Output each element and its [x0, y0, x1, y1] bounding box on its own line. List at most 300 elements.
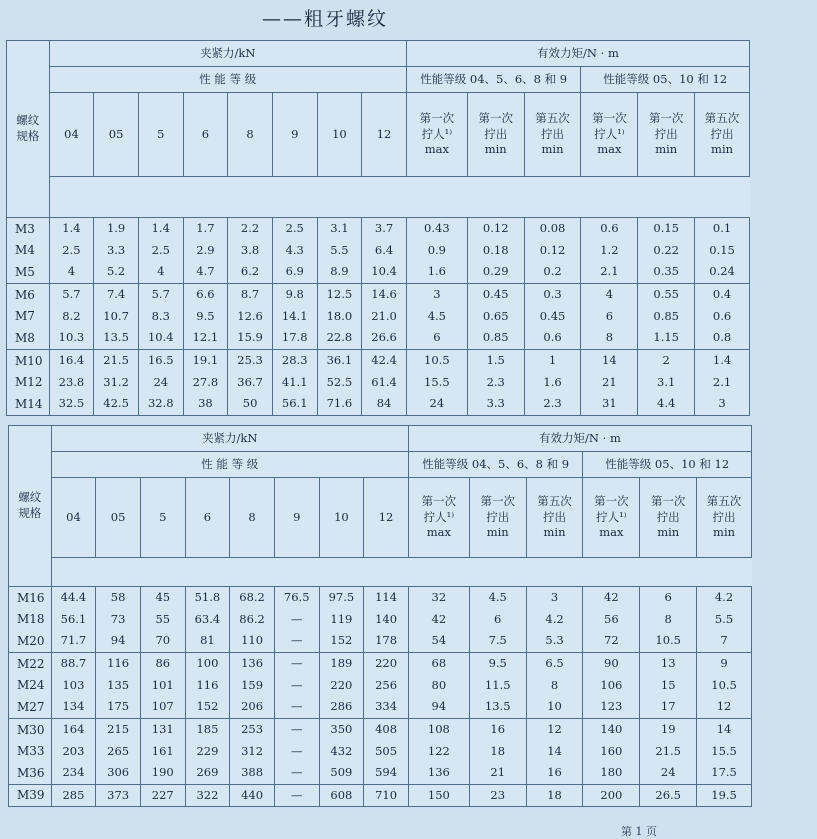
value-cell: 122: [408, 741, 469, 763]
value-cell: 0.8: [695, 328, 750, 350]
value-cell: 19.1: [183, 350, 228, 372]
value-cell: 18.0: [317, 306, 362, 328]
value-cell: 8: [526, 675, 583, 697]
value-cell: 8.7: [228, 284, 273, 306]
value-cell: 408: [364, 719, 409, 741]
value-cell: 0.12: [467, 218, 524, 240]
value-cell: 1.15: [638, 328, 695, 350]
value-cell: 71.6: [317, 394, 362, 416]
value-cell: 0.22: [638, 240, 695, 262]
table-row: [9, 697, 752, 719]
value-cell: 32.5: [49, 394, 94, 416]
grade-header: 10: [317, 93, 362, 177]
clamp-grade-header: 性 能 等 级: [51, 452, 408, 478]
header-gap: [51, 558, 751, 587]
value-cell: 9.8: [272, 284, 317, 306]
value-cell: 2.5: [138, 240, 183, 262]
value-cell: 1.5: [467, 350, 524, 372]
torque-col-header-line: min: [543, 525, 566, 540]
value-cell: 26.5: [640, 785, 697, 807]
value-cell: 206: [230, 697, 275, 719]
value-cell: 13.5: [94, 328, 139, 350]
thread-size-cell: M22: [9, 653, 52, 675]
value-cell: 5.3: [526, 631, 583, 653]
value-cell: 350: [319, 719, 364, 741]
value-cell: 0.3: [524, 284, 581, 306]
value-cell: 203: [51, 741, 96, 763]
torque-group-b-header: 性能等级 05、10 和 12: [583, 452, 752, 478]
torque-col-header-line: 第一次: [421, 494, 457, 509]
value-cell: 16.5: [138, 350, 183, 372]
torque-col-header-line: min: [657, 525, 680, 540]
value-cell: 134: [51, 697, 96, 719]
value-cell: 9.5: [183, 306, 228, 328]
value-cell: 12: [697, 697, 752, 719]
value-cell: —: [274, 785, 319, 807]
value-cell: 136: [230, 653, 275, 675]
value-cell: 21.5: [94, 350, 139, 372]
value-cell: 27.8: [183, 372, 228, 394]
value-cell: 0.85: [467, 328, 524, 350]
value-cell: 3.1: [317, 218, 362, 240]
value-cell: 140: [364, 609, 409, 631]
value-cell: 4.5: [469, 587, 526, 609]
value-cell: 285: [51, 785, 96, 807]
value-cell: 54: [408, 631, 469, 653]
torque-group-a-header: 性能等级 04、5、6、8 和 9: [406, 67, 581, 93]
value-cell: 51.8: [185, 587, 230, 609]
thread-size-cell: M30: [9, 719, 52, 741]
value-cell: —: [274, 741, 319, 763]
value-cell: 2.1: [581, 262, 638, 284]
torque-col-header-line: 第五次: [537, 494, 572, 509]
table-row: [9, 587, 752, 609]
thread-size-cell: M7: [7, 306, 50, 328]
torque-col-header-line: min: [711, 142, 734, 157]
torque-col-header-line: 第一次: [648, 111, 684, 126]
table-row: [9, 785, 752, 807]
value-cell: 61.4: [362, 372, 407, 394]
torque-col-header: [526, 478, 583, 558]
value-cell: 10.4: [138, 328, 183, 350]
torque-col-header-line: max: [597, 142, 622, 157]
table-row: [7, 328, 750, 350]
thread-size-header-line: 螺纹: [16, 113, 40, 128]
torque-col-header-line: max: [424, 142, 449, 157]
value-cell: 7.4: [94, 284, 139, 306]
thread-size-header-line: 规格: [18, 506, 42, 520]
table-row: [7, 372, 750, 394]
value-cell: 10: [526, 697, 583, 719]
value-cell: 32.8: [138, 394, 183, 416]
value-cell: 509: [319, 763, 364, 785]
value-cell: 12.1: [183, 328, 228, 350]
value-cell: 21.5: [640, 741, 697, 763]
value-cell: 8: [640, 609, 697, 631]
value-cell: 2.2: [228, 218, 273, 240]
value-cell: 150: [408, 785, 469, 807]
prevailing-torque-header: 有效力矩/N · m: [406, 41, 749, 67]
value-cell: 152: [185, 697, 230, 719]
value-cell: 19.5: [697, 785, 752, 807]
page-title: ——粗牙螺纹: [262, 8, 389, 30]
grade-header: 6: [185, 478, 230, 558]
value-cell: —: [274, 609, 319, 631]
value-cell: 14: [697, 719, 752, 741]
table-row: [7, 284, 750, 306]
value-cell: 4.5: [406, 306, 467, 328]
value-cell: 25.3: [228, 350, 273, 372]
torque-col-header-line: 拧出: [484, 126, 508, 141]
value-cell: 0.1: [695, 218, 750, 240]
value-cell: 16: [526, 763, 583, 785]
grade-header: 6: [183, 93, 228, 177]
value-cell: 0.2: [524, 262, 581, 284]
value-cell: 175: [96, 697, 141, 719]
value-cell: 4.4: [638, 394, 695, 416]
value-cell: 0.55: [638, 284, 695, 306]
value-cell: 2.3: [524, 394, 581, 416]
value-cell: 68.2: [230, 587, 275, 609]
value-cell: 86: [140, 653, 185, 675]
value-cell: 6.2: [228, 262, 273, 284]
thread-size-cell: M27: [9, 697, 52, 719]
value-cell: 84: [362, 394, 407, 416]
value-cell: —: [274, 653, 319, 675]
value-cell: 56: [583, 609, 640, 631]
value-cell: 6: [581, 306, 638, 328]
value-cell: 594: [364, 763, 409, 785]
value-cell: 0.6: [524, 328, 581, 350]
value-cell: 5.2: [94, 262, 139, 284]
value-cell: 4: [49, 262, 94, 284]
table-row: [9, 653, 752, 675]
value-cell: 0.6: [695, 306, 750, 328]
torque-col-header-line: max: [599, 525, 624, 540]
value-cell: 220: [364, 653, 409, 675]
torque-col-header-line: min: [713, 525, 736, 540]
value-cell: 14.6: [362, 284, 407, 306]
value-cell: 18: [526, 785, 583, 807]
value-cell: 24: [640, 763, 697, 785]
value-cell: 180: [583, 763, 640, 785]
value-cell: 114: [364, 587, 409, 609]
value-cell: 1.6: [406, 262, 467, 284]
thread-size-cell: M39: [9, 785, 52, 807]
torque-col-header-line: 拧人¹⁾: [596, 509, 627, 524]
value-cell: 108: [408, 719, 469, 741]
value-cell: 1.4: [49, 218, 94, 240]
value-cell: 21.0: [362, 306, 407, 328]
torque-col-header-line: 第一次: [592, 111, 627, 126]
table-row: [7, 306, 750, 328]
value-cell: 10.7: [94, 306, 139, 328]
value-cell: 1: [524, 350, 581, 372]
value-cell: 3.3: [467, 394, 524, 416]
value-cell: 14: [526, 741, 583, 763]
value-cell: 4: [581, 284, 638, 306]
value-cell: 0.29: [467, 262, 524, 284]
value-cell: —: [274, 675, 319, 697]
value-cell: 56.1: [51, 609, 96, 631]
value-cell: 1.2: [581, 240, 638, 262]
thread-size-header-line: 规格: [16, 129, 40, 143]
table-row: [7, 218, 750, 240]
value-cell: 80: [408, 675, 469, 697]
value-cell: 16: [469, 719, 526, 741]
value-cell: 94: [96, 631, 141, 653]
value-cell: —: [274, 697, 319, 719]
grade-header: 04: [49, 93, 94, 177]
thread-size-cell: M6: [7, 284, 50, 306]
value-cell: 45: [140, 587, 185, 609]
grade-header: 05: [94, 93, 139, 177]
value-cell: 388: [230, 763, 275, 785]
torque-col-header-line: 拧出: [656, 509, 680, 524]
value-cell: 42: [583, 587, 640, 609]
value-cell: 3: [526, 587, 583, 609]
value-cell: 161: [140, 741, 185, 763]
grade-header: 5: [140, 478, 185, 558]
torque-col-header-line: 拧人¹⁾: [594, 126, 625, 141]
value-cell: 140: [583, 719, 640, 741]
thread-size-cell: M5: [7, 262, 50, 284]
value-cell: 190: [140, 763, 185, 785]
value-cell: 63.4: [185, 609, 230, 631]
value-cell: 1.9: [94, 218, 139, 240]
value-cell: 12.5: [317, 284, 362, 306]
table-row: [9, 675, 752, 697]
value-cell: 505: [364, 741, 409, 763]
value-cell: 36.7: [228, 372, 273, 394]
value-cell: 2.9: [183, 240, 228, 262]
value-cell: 21: [469, 763, 526, 785]
thread-size-cell: M33: [9, 741, 52, 763]
torque-col-header-line: min: [484, 142, 507, 157]
value-cell: 4.2: [526, 609, 583, 631]
torque-col-header-line: 拧出: [486, 509, 510, 524]
spec-table-2: [8, 425, 752, 807]
torque-col-header-line: 第一次: [478, 111, 513, 126]
grade-header: 9: [272, 93, 317, 177]
torque-col-header: [524, 93, 581, 177]
page-footer-fragment: 第 1 页: [621, 825, 657, 838]
spec-table-1: [6, 40, 750, 416]
value-cell: 8.2: [49, 306, 94, 328]
value-cell: 0.43: [406, 218, 467, 240]
torque-col-header-line: 拧人¹⁾: [423, 509, 455, 524]
value-cell: 19: [640, 719, 697, 741]
thread-size-cell: M4: [7, 240, 50, 262]
value-cell: 215: [96, 719, 141, 741]
value-cell: 2.1: [695, 372, 750, 394]
value-cell: 31: [581, 394, 638, 416]
value-cell: 58: [96, 587, 141, 609]
table-row: [9, 631, 752, 653]
value-cell: 21: [581, 372, 638, 394]
value-cell: 200: [583, 785, 640, 807]
value-cell: 3.8: [228, 240, 273, 262]
value-cell: 50: [228, 394, 273, 416]
table-row: [7, 240, 750, 262]
thread-size-cell: M16: [9, 587, 52, 609]
thread-size-cell: M3: [7, 218, 50, 240]
value-cell: 4: [138, 262, 183, 284]
value-cell: 269: [185, 763, 230, 785]
value-cell: 220: [319, 675, 364, 697]
torque-col-header: [583, 478, 640, 558]
value-cell: 0.9: [406, 240, 467, 262]
value-cell: 86.2: [230, 609, 275, 631]
value-cell: 88.7: [51, 653, 96, 675]
value-cell: 3: [406, 284, 467, 306]
table-row: [7, 350, 750, 372]
value-cell: 8: [581, 328, 638, 350]
value-cell: 4.3: [272, 240, 317, 262]
torque-col-header-line: 拧人¹⁾: [421, 126, 453, 141]
value-cell: 101: [140, 675, 185, 697]
torque-col-header: [695, 93, 750, 177]
grade-header: 8: [230, 478, 275, 558]
value-cell: 38: [183, 394, 228, 416]
value-cell: 0.18: [467, 240, 524, 262]
value-cell: 107: [140, 697, 185, 719]
torque-col-header-line: 第一次: [480, 494, 515, 509]
value-cell: 3.1: [638, 372, 695, 394]
value-cell: 15.9: [228, 328, 273, 350]
value-cell: 2.3: [467, 372, 524, 394]
torque-col-header-line: 拧出: [543, 509, 567, 524]
value-cell: 3.7: [362, 218, 407, 240]
table-row: [7, 394, 750, 416]
value-cell: 10.5: [406, 350, 467, 372]
value-cell: 0.4: [695, 284, 750, 306]
value-cell: 286: [319, 697, 364, 719]
value-cell: 136: [408, 763, 469, 785]
value-cell: 13: [640, 653, 697, 675]
torque-col-header-line: min: [486, 525, 509, 540]
value-cell: 0.15: [695, 240, 750, 262]
value-cell: 334: [364, 697, 409, 719]
value-cell: 6: [469, 609, 526, 631]
value-cell: 4.7: [183, 262, 228, 284]
value-cell: 97.5: [319, 587, 364, 609]
value-cell: 24: [138, 372, 183, 394]
thread-size-header-line: 螺纹: [18, 490, 42, 505]
thread-size-cell: M20: [9, 631, 52, 653]
value-cell: 15.5: [406, 372, 467, 394]
value-cell: 17: [640, 697, 697, 719]
value-cell: 1.4: [138, 218, 183, 240]
value-cell: 22.8: [317, 328, 362, 350]
thread-size-cell: M14: [7, 394, 50, 416]
value-cell: 322: [185, 785, 230, 807]
value-cell: 256: [364, 675, 409, 697]
value-cell: 12.6: [228, 306, 273, 328]
value-cell: 15.5: [697, 741, 752, 763]
torque-col-header: [408, 478, 469, 558]
table-row: [7, 262, 750, 284]
value-cell: 0.65: [467, 306, 524, 328]
value-cell: 164: [51, 719, 96, 741]
value-cell: 432: [319, 741, 364, 763]
value-cell: 23: [469, 785, 526, 807]
thread-size-header: [9, 426, 52, 587]
value-cell: 3.3: [94, 240, 139, 262]
value-cell: 3: [695, 394, 750, 416]
torque-col-header-line: 第一次: [594, 494, 629, 509]
value-cell: 10.3: [49, 328, 94, 350]
value-cell: 373: [96, 785, 141, 807]
value-cell: 90: [583, 653, 640, 675]
thread-size-cell: M12: [7, 372, 50, 394]
value-cell: 36.1: [317, 350, 362, 372]
value-cell: —: [274, 631, 319, 653]
value-cell: 8.3: [138, 306, 183, 328]
value-cell: 103: [51, 675, 96, 697]
value-cell: 4.2: [697, 587, 752, 609]
value-cell: 0.24: [695, 262, 750, 284]
header-gap: [49, 177, 749, 218]
clamping-force-header: 夹紧力/kN: [49, 41, 406, 67]
value-cell: 18: [469, 741, 526, 763]
value-cell: 31.2: [94, 372, 139, 394]
value-cell: 110: [230, 631, 275, 653]
torque-col-header-line: min: [655, 142, 678, 157]
value-cell: 56.1: [272, 394, 317, 416]
value-cell: 32: [408, 587, 469, 609]
value-cell: 5.7: [49, 284, 94, 306]
torque-col-header-line: 第五次: [704, 111, 740, 126]
value-cell: 306: [96, 763, 141, 785]
value-cell: 14: [581, 350, 638, 372]
value-cell: 5.7: [138, 284, 183, 306]
table-row: [9, 763, 752, 785]
value-cell: 6.4: [362, 240, 407, 262]
torque-col-header-line: 第一次: [419, 111, 455, 126]
torque-group-a-header: 性能等级 04、5、6、8 和 9: [408, 452, 583, 478]
torque-col-header: [581, 93, 638, 177]
value-cell: 131: [140, 719, 185, 741]
prevailing-torque-header: 有效力矩/N · m: [408, 426, 751, 452]
value-cell: 0.85: [638, 306, 695, 328]
value-cell: 17.5: [697, 763, 752, 785]
value-cell: 55: [140, 609, 185, 631]
value-cell: 72: [583, 631, 640, 653]
value-cell: 1.7: [183, 218, 228, 240]
table-row: [9, 741, 752, 763]
torque-col-header: [697, 478, 752, 558]
grade-header: 5: [138, 93, 183, 177]
value-cell: 135: [96, 675, 141, 697]
value-cell: 229: [185, 741, 230, 763]
value-cell: —: [274, 719, 319, 741]
value-cell: 0.45: [467, 284, 524, 306]
torque-col-header-line: 第五次: [535, 111, 570, 126]
value-cell: 8.9: [317, 262, 362, 284]
thread-size-header: [7, 41, 50, 218]
value-cell: 5.5: [317, 240, 362, 262]
torque-col-header-line: 拧出: [541, 126, 565, 141]
value-cell: 41.1: [272, 372, 317, 394]
grade-header: 12: [364, 478, 409, 558]
thread-size-cell: M36: [9, 763, 52, 785]
thread-size-cell: M24: [9, 675, 52, 697]
value-cell: 6.6: [183, 284, 228, 306]
torque-col-header: [467, 93, 524, 177]
value-cell: 189: [319, 653, 364, 675]
value-cell: 6.5: [526, 653, 583, 675]
